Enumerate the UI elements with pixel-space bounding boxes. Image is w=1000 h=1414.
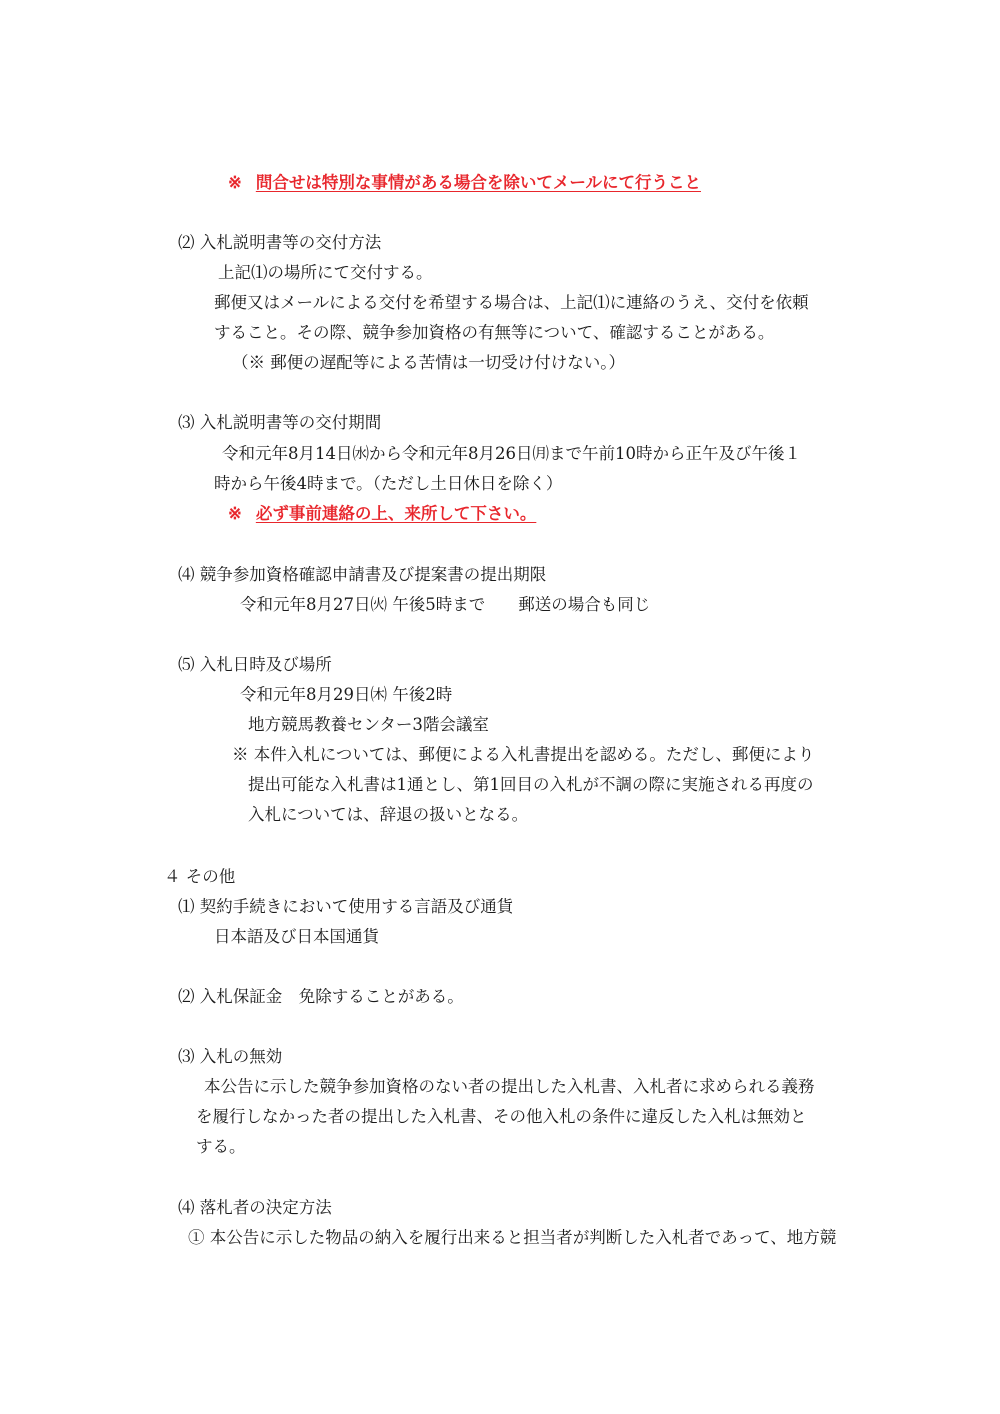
item-1-line-1: 日本語及び日本国通貨 [214, 927, 379, 946]
section-2-line-1: 上記⑴の場所にて交付する。 [218, 263, 433, 282]
section-5-line-3: ※ 本件入札については、郵便による入札書提出を認める。ただし、郵便により [232, 745, 815, 764]
section-2-line-2: 郵便又はメールによる交付を希望する場合は、上記⑴に連絡のうえ、交付を依頼 [214, 293, 809, 312]
item-1-heading: ⑴ 契約手続きにおいて使用する言語及び通貨 [178, 897, 514, 916]
section-5-line-4: 提出可能な入札書は1通とし、第1回目の入札が不調の際に実施される再度の [248, 775, 814, 794]
section-2-heading: ⑵ 入札説明書等の交付方法 [178, 233, 382, 252]
notice-mark: ※ [228, 173, 242, 192]
item-3-line-2: を履行しなかった者の提出した入札書、その他入札の条件に違反した入札は無効と [196, 1107, 807, 1126]
item-4-heading: ⑷ 落札者の決定方法 [178, 1198, 332, 1217]
visit-notice-text: 必ず事前連絡の上、来所して下さい。 [255, 504, 537, 523]
notice-mark: ※ [228, 504, 242, 523]
section-3-line-2: 時から午後4時まで。（ただし土日休日を除く） [214, 474, 563, 493]
section-4-heading: ⑷ 競争参加資格確認申請書及び提案書の提出期限 [178, 565, 547, 584]
section-4-line-1: 令和元年8月27日㈫ 午後5時まで 郵送の場合も同じ [240, 595, 651, 614]
section-5-line-2: 地方競馬教養センター3階会議室 [248, 715, 489, 734]
item-2-heading: ⑵ 入札保証金 免除することがある。 [178, 987, 464, 1006]
inquiry-notice [228, 172, 701, 194]
item-3-heading: ⑶ 入札の無効 [178, 1047, 283, 1066]
section-5-line-5: 入札については、辞退の扱いとなる。 [248, 805, 529, 824]
inquiry-notice-text: 問合せは特別な事情がある場合を除いてメールにて行うこと [255, 173, 701, 192]
chapter-4-heading: ４ その他 [164, 867, 236, 886]
section-3-heading: ⑶ 入札説明書等の交付期間 [178, 413, 382, 432]
visit-notice [228, 503, 536, 525]
section-3-line-1: 令和元年8月14日㈬から令和元年8月26日㈪まで午前10時から正午及び午後１ [222, 444, 801, 463]
item-4-line-1: ① 本公告に示した物品の納入を履行出来ると担当者が判断した入札者であって、地方競 [188, 1228, 837, 1247]
section-2-note: （※ 郵便の遅配等による苦情は一切受け付けない。） [232, 353, 625, 372]
section-5-heading: ⑸ 入札日時及び場所 [178, 655, 332, 674]
item-3-line-3: する。 [196, 1137, 246, 1156]
section-2-line-3: すること。その際、競争参加資格の有無等について、確認することがある。 [214, 323, 775, 342]
item-3-line-1: 本公告に示した競争参加資格のない者の提出した入札書、入札者に求められる義務 [204, 1077, 815, 1096]
section-5-line-1: 令和元年8月29日㈭ 午後2時 [240, 685, 453, 704]
